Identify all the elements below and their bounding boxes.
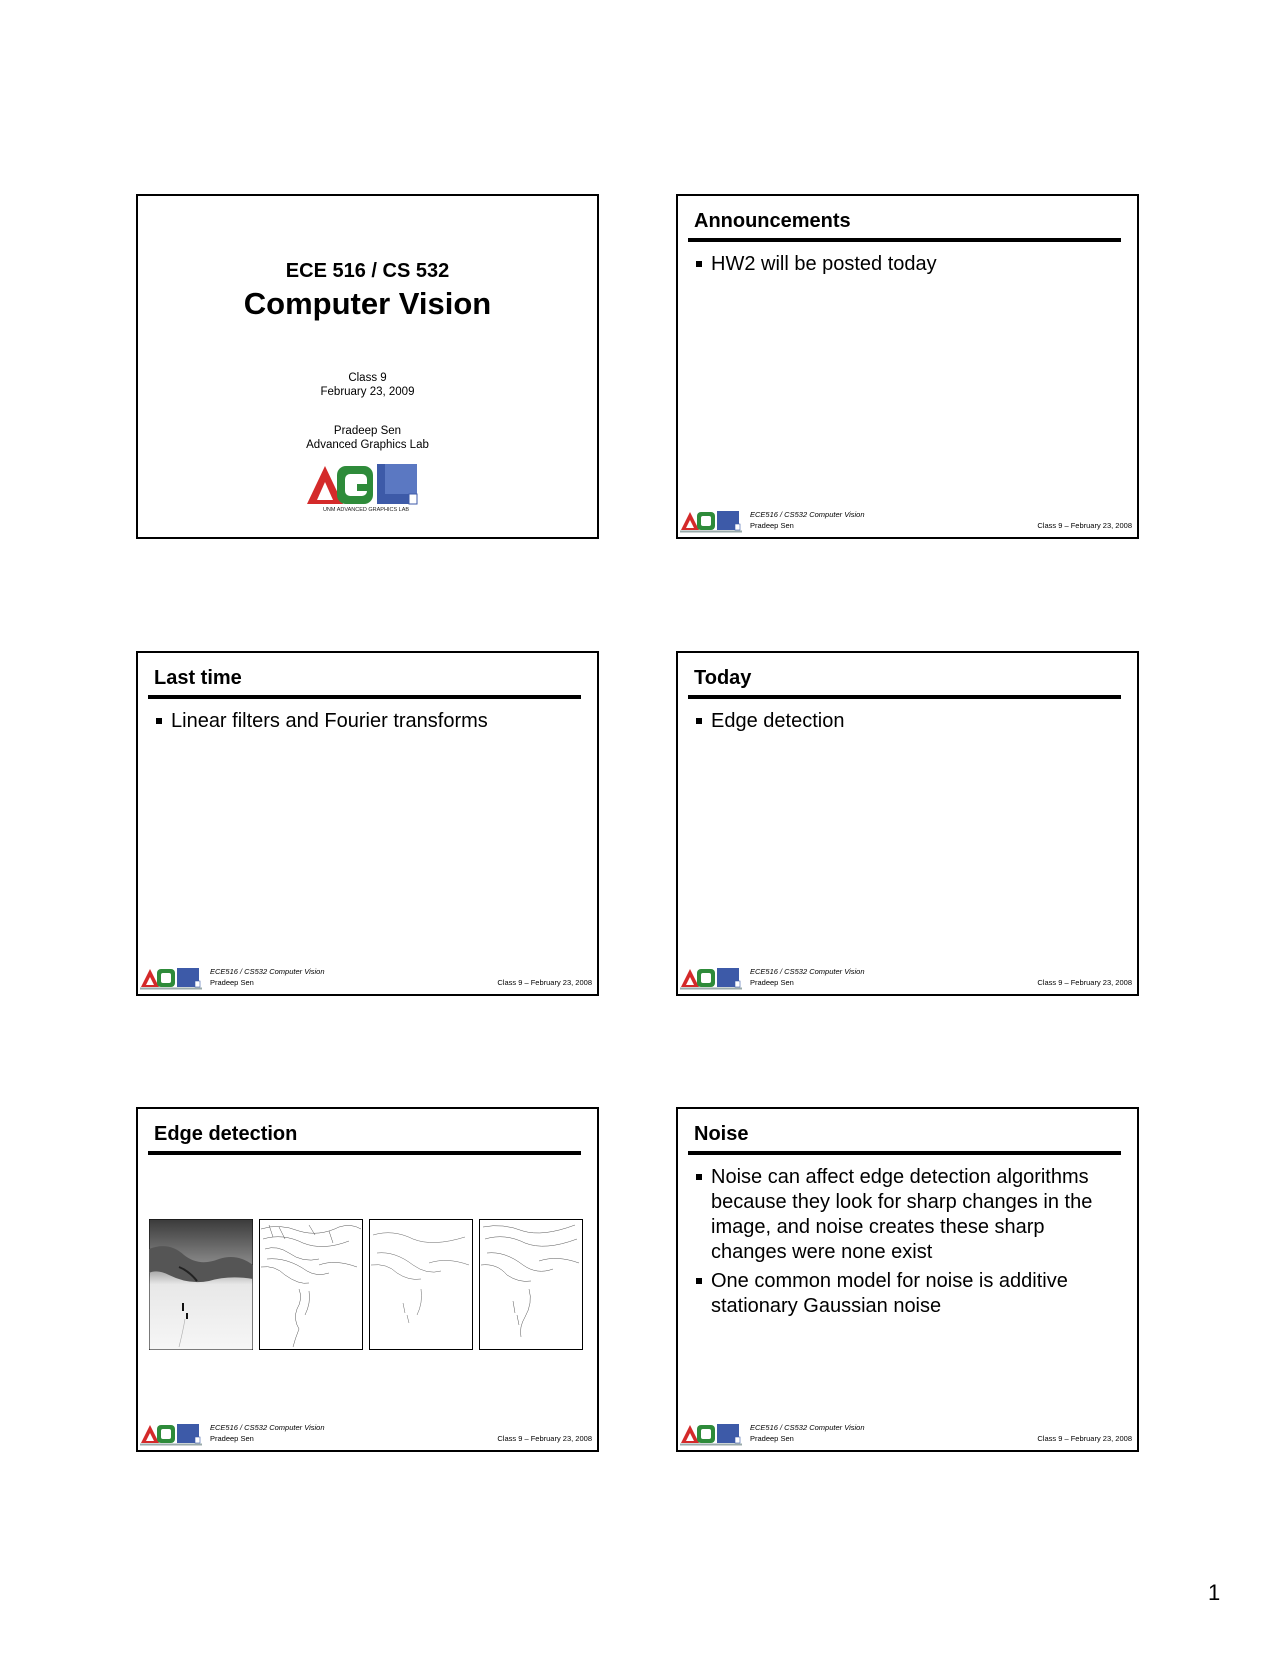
footer-course: ECE516 / CS532 Computer Vision xyxy=(750,967,865,976)
footer-author: Pradeep Sen xyxy=(750,521,794,530)
presenter-name: Pradeep Sen xyxy=(333,425,402,437)
course-code: ECE 516 / CS 532 xyxy=(285,260,450,282)
lab-name: Advanced Graphics Lab xyxy=(306,439,429,451)
footer-date: Class 9 – February 23, 2008 xyxy=(497,978,592,987)
slide-footer xyxy=(140,964,595,992)
bullet-square-icon xyxy=(696,1174,702,1180)
footer-author: Pradeep Sen xyxy=(750,1434,794,1443)
slide-today xyxy=(676,651,1139,996)
bullet-list xyxy=(694,252,1115,281)
bullet-item: HW2 will be posted today xyxy=(694,252,1115,277)
slide-footer xyxy=(680,964,1135,992)
bullet-item: Edge detection xyxy=(694,709,1115,734)
lecture-date: February 23, 2009 xyxy=(320,386,415,398)
slide-last-time xyxy=(136,651,599,996)
slide-footer xyxy=(680,1420,1135,1448)
bullet-square-icon xyxy=(156,718,162,724)
bullet-item: Linear filters and Fourier transforms xyxy=(154,709,575,734)
edge-map-image xyxy=(369,1219,473,1350)
agl-logo-icon xyxy=(680,1422,744,1446)
footer-date: Class 9 – February 23, 2008 xyxy=(1037,978,1132,987)
footer-author: Pradeep Sen xyxy=(210,1434,254,1443)
agl-logo-image xyxy=(305,460,427,512)
edge-map-image xyxy=(479,1219,583,1350)
footer-author: Pradeep Sen xyxy=(210,978,254,987)
slide-edge-detection xyxy=(136,1107,599,1452)
agl-logo-icon xyxy=(680,509,744,533)
heading-rule xyxy=(688,1151,1121,1155)
slide-footer xyxy=(680,507,1135,535)
page-number: 1 xyxy=(1208,1580,1221,1605)
agl-logo-icon xyxy=(140,1422,204,1446)
course-name: Computer Vision xyxy=(243,286,492,321)
bullet-square-icon xyxy=(696,1278,702,1284)
snow-photo-image xyxy=(149,1219,253,1350)
bullet-list xyxy=(694,1165,1115,1323)
bullet-list xyxy=(154,709,575,738)
slide-footer xyxy=(140,1420,595,1448)
slide-announcements xyxy=(676,194,1139,539)
slide-noise xyxy=(676,1107,1139,1452)
footer-course: ECE516 / CS532 Computer Vision xyxy=(210,1423,325,1432)
slide-heading: Last time xyxy=(154,667,242,689)
heading-rule xyxy=(688,695,1121,699)
heading-rule xyxy=(148,1151,581,1155)
bullet-item: Noise can affect edge detection algorithms because they look for sharp changes in the image, and noise creates these sharp changes were none exist xyxy=(694,1165,1115,1265)
slide-heading: Edge detection xyxy=(154,1123,298,1145)
agl-logo-icon xyxy=(140,966,204,990)
svg-text:UNM ADVANCED GRAPHICS LAB: UNM ADVANCED GRAPHICS LAB xyxy=(322,507,410,512)
footer-date: Class 9 – February 23, 2008 xyxy=(1037,521,1132,530)
agl-logo-icon xyxy=(680,966,744,990)
bullet-square-icon xyxy=(696,261,702,267)
bullet-list xyxy=(694,709,1115,738)
edge-map-image xyxy=(259,1219,363,1350)
footer-course: ECE516 / CS532 Computer Vision xyxy=(750,510,865,519)
bullet-item: One common model for noise is additive stationary Gaussian noise xyxy=(694,1269,1115,1319)
class-number: Class 9 xyxy=(348,372,387,384)
heading-rule xyxy=(688,238,1121,242)
footer-course: ECE516 / CS532 Computer Vision xyxy=(210,967,325,976)
heading-rule xyxy=(148,695,581,699)
footer-date: Class 9 – February 23, 2008 xyxy=(497,1434,592,1443)
slide-heading: Announcements xyxy=(694,210,851,232)
bullet-square-icon xyxy=(696,718,702,724)
slide-heading: Noise xyxy=(694,1123,749,1145)
slide-heading: Today xyxy=(694,667,752,689)
footer-course: ECE516 / CS532 Computer Vision xyxy=(750,1423,865,1432)
slide-title xyxy=(136,194,599,539)
footer-author: Pradeep Sen xyxy=(750,978,794,987)
footer-date: Class 9 – February 23, 2008 xyxy=(1037,1434,1132,1443)
